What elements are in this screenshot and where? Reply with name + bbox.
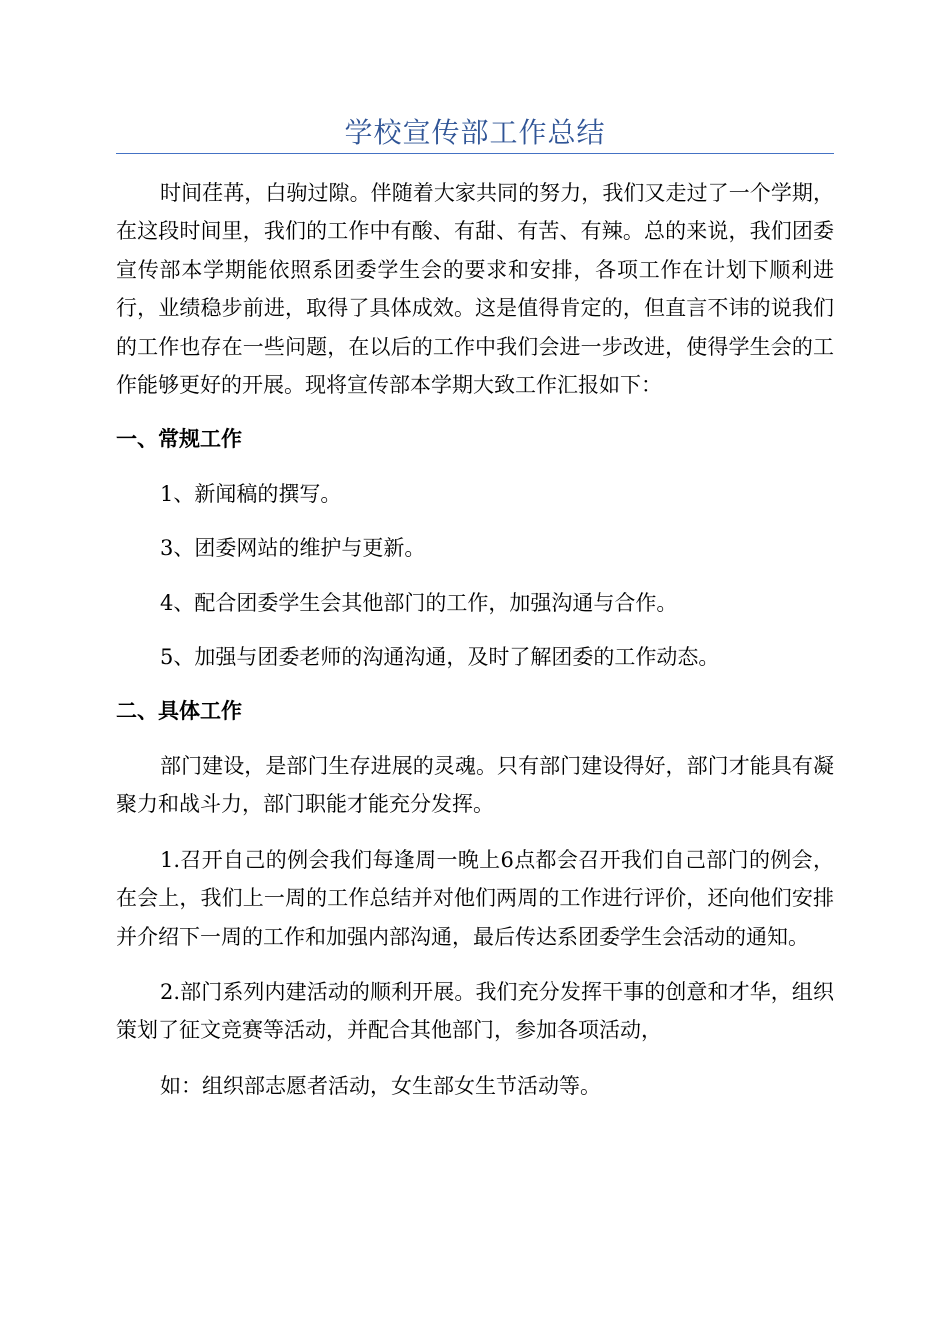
title-underline bbox=[116, 153, 834, 154]
body-paragraph: 如：组织部志愿者活动，女生部女生节活动等。 bbox=[160, 1073, 601, 1098]
document-body bbox=[116, 174, 834, 1105]
list-item: 5、加强与团委老师的沟通沟通，及时了解团委的工作动态。 bbox=[160, 645, 720, 670]
body-paragraph: 部门建设，是部门生存进展的灵魂。只有部门建设得好，部门才能具有凝聚力和战斗力，部门职能才能充分发挥。 bbox=[116, 753, 834, 817]
list-item: 1、新闻稿的撰写。 bbox=[160, 481, 342, 506]
section-heading-routine-work: 一、常规工作 bbox=[116, 427, 242, 452]
body-paragraph: 1.召开自己的例会我们每逢周一晚上6点都会召开我们自己部门的例会，在会上，我们上一周的工作总结并对他们两周的工作进行评价，还向他们安排并介绍下一周的工作和加强内部沟通，最后传达系团委学生会活动的通知。 bbox=[116, 847, 834, 949]
body-paragraph: 2.部门系列内建活动的顺利开展。我们充分发挥干事的创意和才华，组织策划了征文竞赛等活动，并配合其他部门，参加各项活动， bbox=[116, 979, 834, 1043]
list-item: 3、团委网站的维护与更新。 bbox=[160, 536, 426, 561]
document-title: 学校宣传部工作总结 bbox=[344, 116, 606, 149]
section-heading-specific-work: 二、具体工作 bbox=[116, 699, 242, 724]
list-item: 4、配合团委学生会其他部门的工作，加强沟通与合作。 bbox=[160, 590, 678, 615]
intro-paragraph: 时间荏苒，白驹过隙。伴随着大家共同的努力，我们又走过了一个学期，在这段时间里，我们的工作中有酸、有甜、有苦、有辣。总的来说，我们团委宣传部本学期能依照系团委学生会的要求和安排，各项工作在计划下顺利进行，业绩稳步前进，取得了具体成效。这是值得肯定的，但直言不讳的说我们的工作也存在一些问题，在以后的工作中我们会进一步改进，使得学生会的工作能够更好的开展。现将宣传部本学期大致工作汇报如下： bbox=[116, 181, 834, 398]
